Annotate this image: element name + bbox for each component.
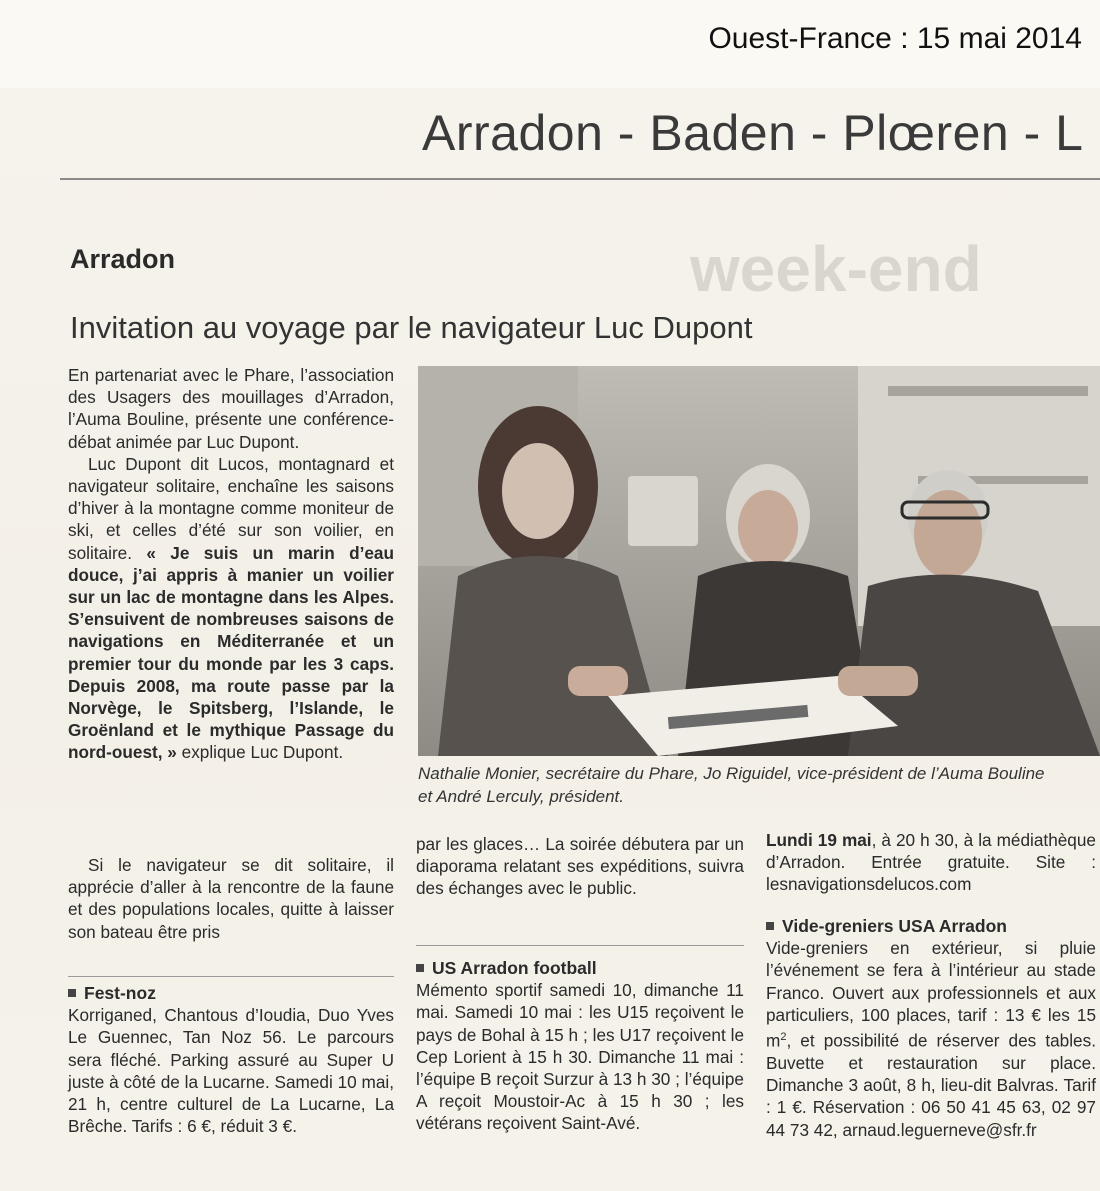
brief-football-text: Mémento sportif samedi 10, dimanche 11 mai. Samedi 10 mai : les U15 reçoivent le pays de Bohal à 15 h ; les U17 reçoivent le Cep Lorient à 15 h 30. Dimanche 11 mai : l’équipe B reçoit Surzur à 13 h 30 ; l’équipe A reçoit Moustoir-Ac à 15 h 30 ; les vétérans reçoivent Saint-Avé. [416,980,744,1134]
brief-videgreniers-text [766,937,1096,1141]
brief-videgreniers-text-2: , et possibilité de réserver des tables. Buvette et restauration sur place. Dimanche 3 août, 8 h, lieu-dit Balvras. Tarif : 1 €. Réservation : 06 50 41 45 63, 02 97 44 73 42, arnaud.leguerneve@sfr.fr [766,1030,1096,1140]
square-bullet-icon [766,922,774,930]
event-date: Lundi 19 mai [766,830,872,850]
article-paragraph-3-continued: par les glaces… La soirée débutera par un diaporama relatant ses expéditions, suivra des échanges avec le public. [416,834,744,899]
article-column-3 [766,829,1096,1140]
article-paragraph-2-end: explique Luc Dupont. [181,742,344,763]
brief-festnoz [68,982,394,1137]
ghost-background-text: week-end [690,233,982,305]
section-title: Arradon [70,244,176,274]
brief-festnoz-title: Fest-noz [84,983,156,1003]
source-label: Ouest-France : 15 mai 2014 [708,22,1082,55]
brief-videgreniers-heading [766,915,1096,937]
article-column-2 [416,833,744,1134]
article-paragraph-3: Si le navigateur se dit solitaire, il apprécie d’aller à la rencontre de la faune et des populations locales, quitte à laisser son bateau être pris [68,855,394,942]
brief-videgreniers-title: Vide-greniers USA Arradon [782,916,1007,936]
article-paragraph-2 [68,453,394,764]
column-divider [68,976,394,977]
banner-rule [60,178,1100,180]
brief-festnoz-heading [68,982,394,1004]
brief-football-heading [416,957,744,979]
brief-football [416,957,744,1135]
article-paragraph-2-text: Luc Dupont dit Lucos, montagnard et navigateur solitaire, enchaîne les saisons d’hiver à la montagne comme moniteur de ski, et celles d’été sur son voilier, en solitaire. [68,453,394,563]
event-details-text: , à 20 h 30, à la médiathèque d’Arradon. Entrée gratuite. Site : lesnavigationsdelucos.com [766,830,1096,895]
article-photo [418,366,1100,756]
locality-banner: Arradon - Baden - Plœren - L [422,105,1084,161]
column-divider [416,945,744,946]
square-bullet-icon [416,964,424,972]
article-event-details [766,829,1096,896]
superscript-2: 2 [780,1031,787,1044]
article-column-1 [68,364,394,764]
brief-football-title: US Arradon football [432,958,597,978]
brief-videgreniers-text-1: Vide-greniers en extérieur, si pluie l’événement se fera à l’intérieur au stade Franco. Ouvert aux professionnels et aux particuliers, 100 places, tarif : 13 € les 15 m [766,938,1096,1051]
article-quote: « Je suis un marin d’eau douce, j’ai appris à manier un voilier sur un lac de montagne dans les Alpes. S’ensuivent de nombreuses saisons de navigations en Méditerranée et un premier tour du monde par les 3 caps. Depuis 2008, ma route passe par la Norvège, le Spitsberg, l’Islande, le Groënland et le mythique Passage du nord-ouest, » [68,542,394,763]
brief-festnoz-text: Korriganed, Chantous d’Ioudia, Duo Yves Le Guennec, Tan Noz 56. Le parcours sera fléché. Parking assuré au Super U juste à côté de la Lucarne. Samedi 10 mai, 21 h, centre culturel de La Lucarne, La Brêche. Tarifs : 6 €, réduit 3 €. [68,1005,394,1137]
brief-videgreniers [766,915,1096,1141]
article-paragraph-1: En partenariat avec le Phare, l’association des Usagers des mouillages d’Arradon, l’Auma Bouline, présente une conférence-débat animée par Luc Dupont. [68,365,394,452]
headline: Invitation au voyage par le navigateur Luc Dupont [70,310,753,345]
article-column-1-continued [68,854,394,1137]
photo-caption: Nathalie Monier, secrétaire du Phare, Jo Riguidel, vice-président de l’Auma Bouline et André Lerculy, président. [418,764,1045,806]
square-bullet-icon [68,989,76,997]
photo-illustration [418,366,1100,756]
